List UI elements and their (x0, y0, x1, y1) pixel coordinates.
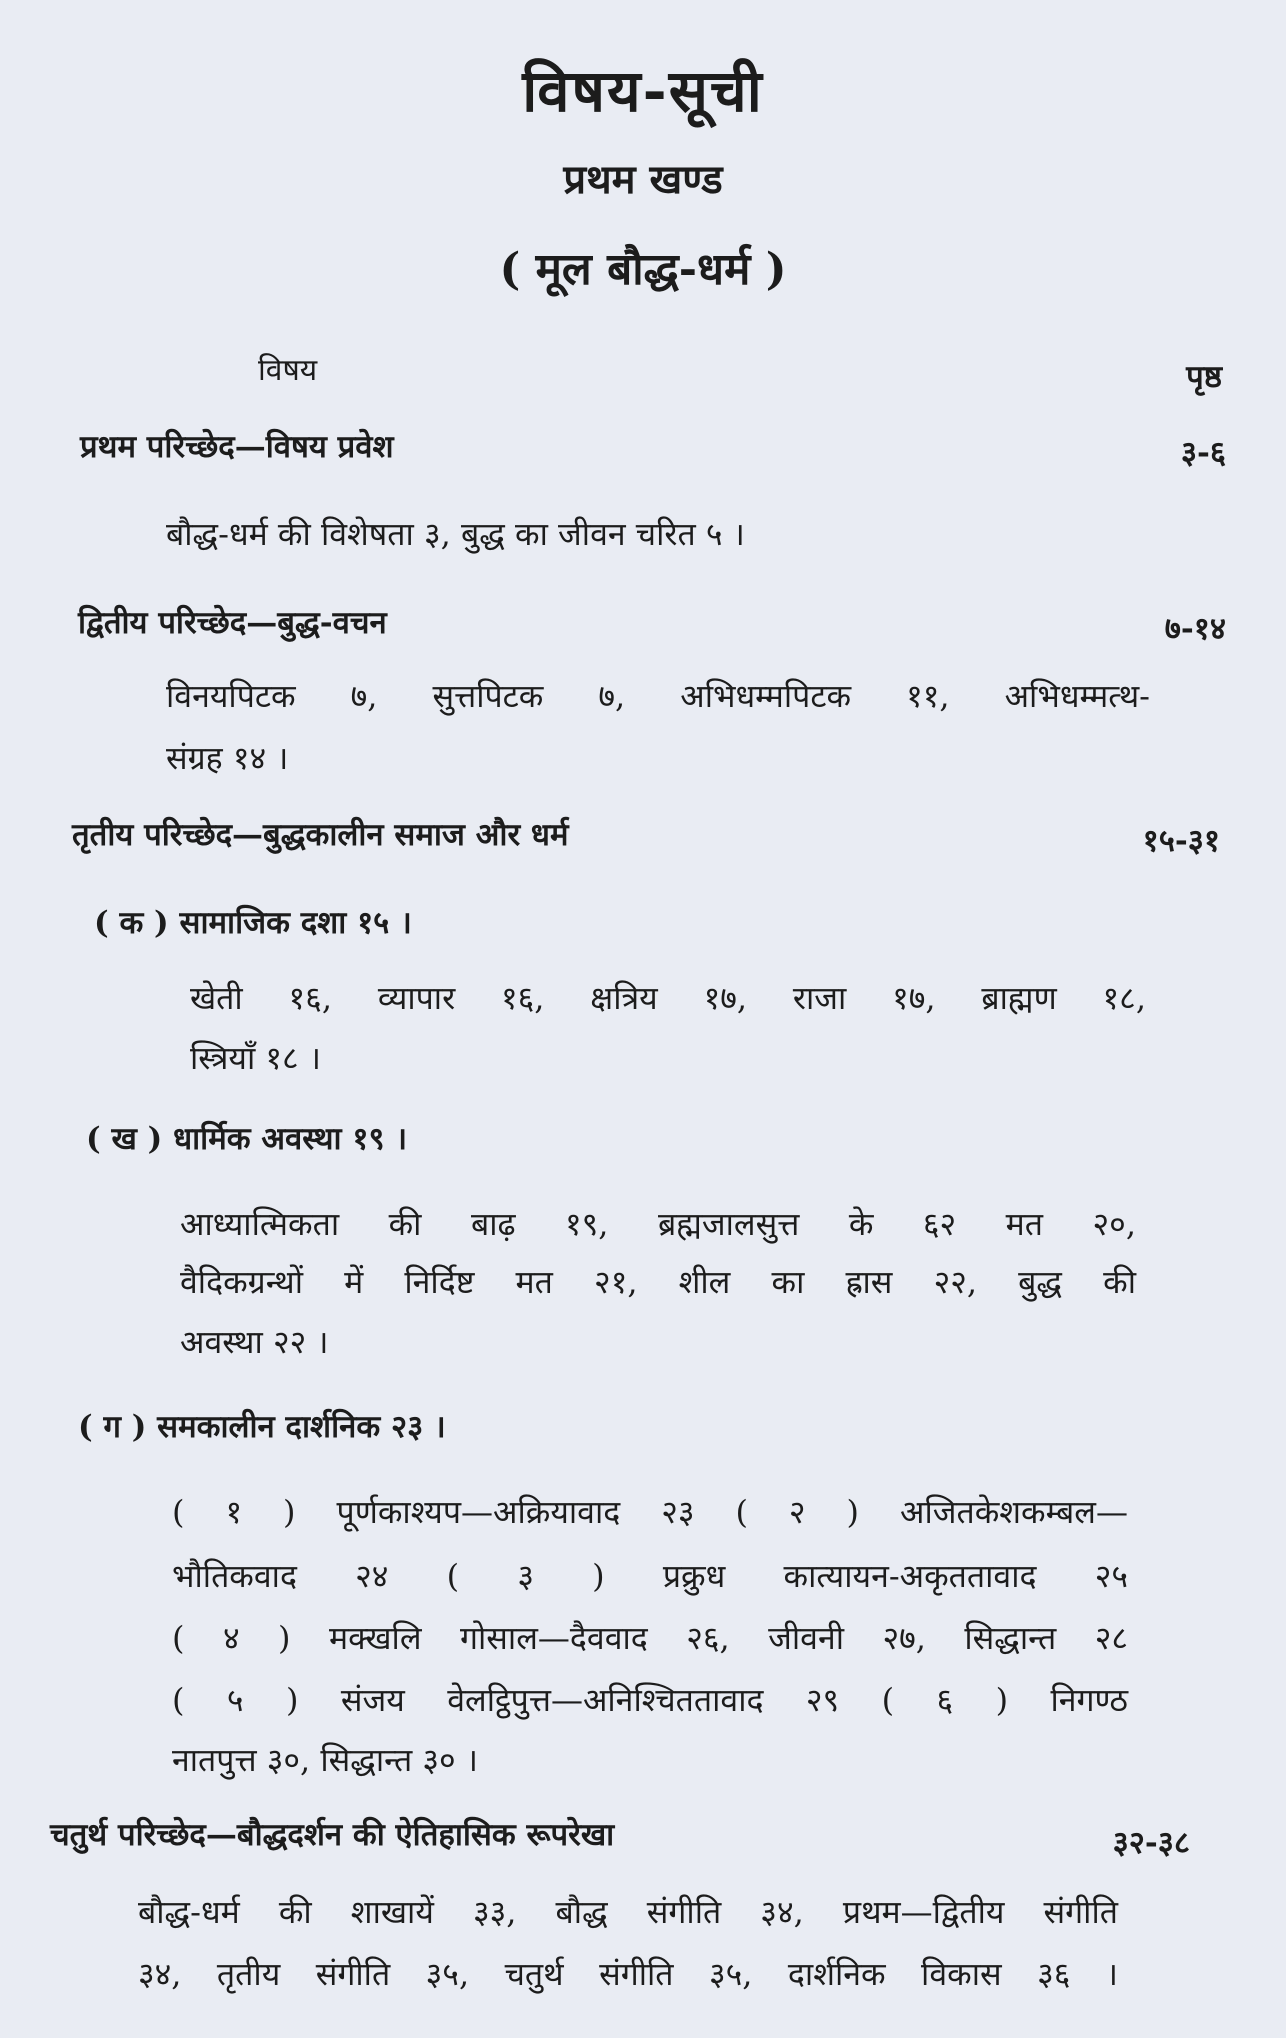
column-header-subject: विषय (258, 353, 318, 388)
subsection-content-line: स्त्रियाँ १८ । (190, 1039, 321, 1077)
chapter-content-line: ३४, तृतीय संगीति ३५, चतुर्थ संगीति ३५, दार्शनिक विकास ३६ । (138, 1955, 1118, 1993)
chapter-pages: ३२-३८ (1112, 1825, 1190, 1861)
subsection-heading: ( क ) सामाजिक दशा १५ । (94, 905, 412, 941)
subsection-heading: ( ग ) समकालीन दार्शनिक २३ । (78, 1409, 446, 1445)
chapter-heading: प्रथम परिच्छेद—विषय प्रवेश (80, 429, 394, 465)
subsection-content-line: भौतिकवाद २४ ( ३ ) प्रक्रुध कात्यायन-अकृततावाद २५ (172, 1557, 1128, 1595)
page-title: विषय-सूची (522, 57, 764, 125)
chapter-content-line: बौद्ध-धर्म की शाखायें ३३, बौद्ध संगीति ३४, प्रथम—द्वितीय संगीति (138, 1893, 1118, 1931)
subsection-content-line: नातपुत्त ३०, सिद्धान्त ३० । (172, 1741, 478, 1779)
chapter-content-line: विनयपिटक ७, सुत्तपिटक ७, अभिधम्मपिटक ११, अभिधम्मत्थ- (166, 677, 1150, 715)
part-subtitle: प्रथम खण्ड (563, 156, 723, 203)
chapter-content-line: संग्रह १४ । (166, 739, 289, 777)
chapter-heading: चतुर्थ परिच्छेद—बौद्धदर्शन की ऐतिहासिक रूपरेखा (50, 1817, 615, 1853)
subsection-content-line: खेती १६, व्यापार १६, क्षत्रिय १७, राजा १७, ब्राह्मण १८, (190, 979, 1146, 1017)
subsection-heading: ( ख ) धार्मिक अवस्था १९ । (86, 1121, 408, 1157)
chapter-content-line: बौद्ध-धर्म की विशेषता ३, बुद्ध का जीवन चरित ५ । (166, 515, 745, 553)
chapter-pages: ३-६ (1180, 435, 1226, 471)
chapter-pages: १५-३१ (1142, 823, 1220, 859)
subsection-content-line: वैदिकग्रन्थों में निर्दिष्ट मत २१, शील का ह्रास २२, बुद्ध की (180, 1263, 1136, 1301)
chapter-pages: ७-१४ (1164, 611, 1226, 647)
chapter-heading: तृतीय परिच्छेद—बुद्धकालीन समाज और धर्म (72, 817, 569, 853)
subsection-content-line: ( ५ ) संजय वेलट्ठिपुत्त—अनिश्चिततावाद २९ ( ६ ) निगण्ठ (172, 1681, 1128, 1719)
subsection-content-line: ( ४ ) मक्खलि गोसाल—दैववाद २६, जीवनी २७, सिद्धान्त २८ (172, 1619, 1128, 1657)
chapter-heading: द्वितीय परिच्छेद—बुद्ध-वचन (78, 605, 387, 641)
subsection-content-line: ( १ ) पूर्णकाश्यप—अक्रियावाद २३ ( २ ) अजितकेशकम्बल— (172, 1493, 1128, 1531)
section-title: ( मूल बौद्ध-धर्म ) (499, 244, 787, 295)
subsection-content-line: आध्यात्मिकता की बाढ़ १९, ब्रह्मजालसुत्त के ६२ मत २०, (180, 1205, 1136, 1243)
column-header-page: पृष्ठ (1186, 359, 1222, 395)
subsection-content-line: अवस्था २२ । (180, 1323, 329, 1361)
